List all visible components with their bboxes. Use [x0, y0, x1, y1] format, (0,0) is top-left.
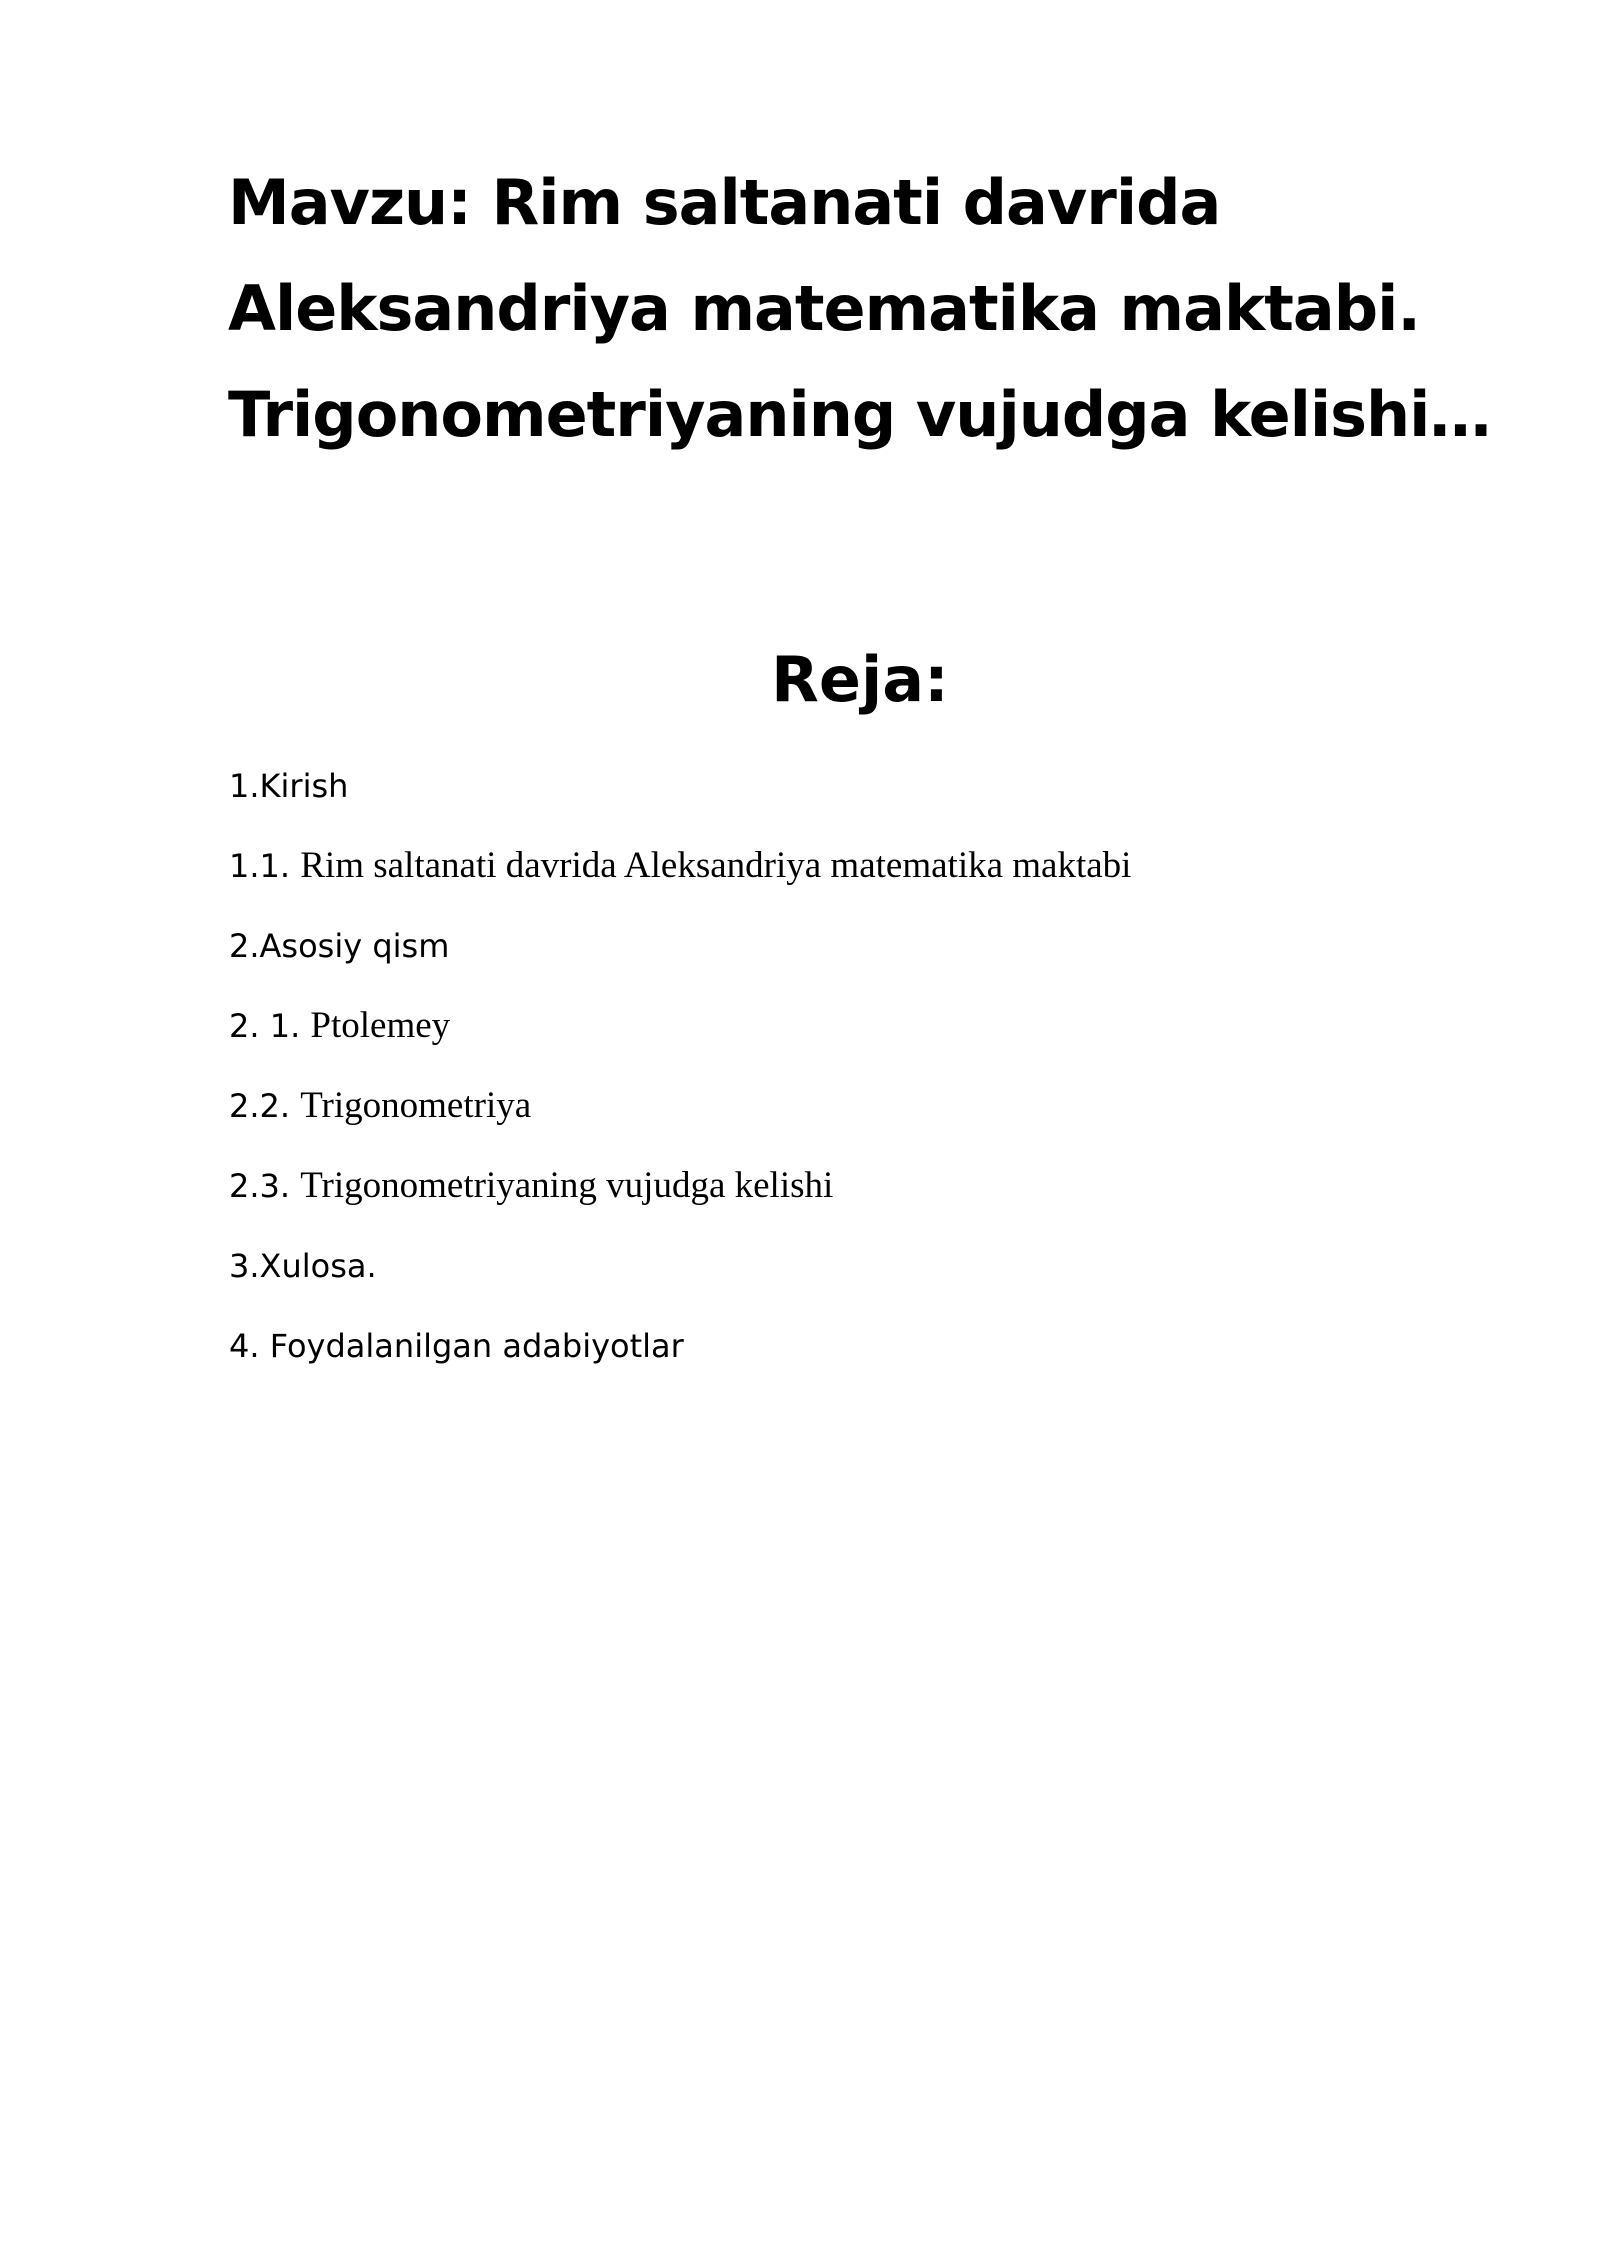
- plan-item-text: Trigonometriya: [300, 1085, 532, 1126]
- plan-item-text: Foydalanilgan adabiyotlar: [269, 1327, 684, 1365]
- plan-heading: Reja:: [771, 643, 949, 716]
- title-line: Trigonometriyaning vujudga kelishi…: [228, 378, 1491, 451]
- plan-item-text: Trigonometriyaning vujudga kelishi: [300, 1165, 834, 1206]
- plan-item: [229, 842, 1131, 922]
- plan-item: [229, 1242, 1131, 1322]
- plan-item-number: 1.: [229, 767, 260, 805]
- plan-list: [229, 762, 1131, 1402]
- plan-item-number: 2.2.: [229, 1087, 301, 1125]
- plan-item-text: Asosiy qism: [259, 927, 450, 965]
- plan-item: [229, 922, 1131, 1002]
- plan-item: [229, 1322, 1131, 1402]
- plan-item-text: Ptolemey: [310, 1005, 451, 1046]
- plan-item: [229, 762, 1131, 842]
- plan-item-text: Xulosa.: [259, 1247, 377, 1285]
- plan-item-text: Rim saltanati davrida Aleksandriya matematika maktabi: [300, 845, 1132, 886]
- plan-item-number: 3.: [229, 1247, 260, 1285]
- plan-item: [229, 1002, 1131, 1082]
- plan-item-text: Kirish: [259, 767, 349, 805]
- plan-item-number: 4.: [229, 1327, 270, 1365]
- plan-item: [229, 1162, 1131, 1242]
- plan-item-number: 2. 1.: [229, 1007, 311, 1045]
- plan-item-number: 1.1.: [229, 847, 301, 885]
- plan-item-number: 2.3.: [229, 1167, 301, 1205]
- plan-item: [229, 1082, 1131, 1162]
- title-line: Mavzu: Rim saltanati davrida: [228, 166, 1221, 239]
- title-line: Aleksandriya matematika maktabi.: [228, 272, 1420, 345]
- document-title: [228, 150, 1491, 468]
- plan-item-number: 2.: [229, 927, 260, 965]
